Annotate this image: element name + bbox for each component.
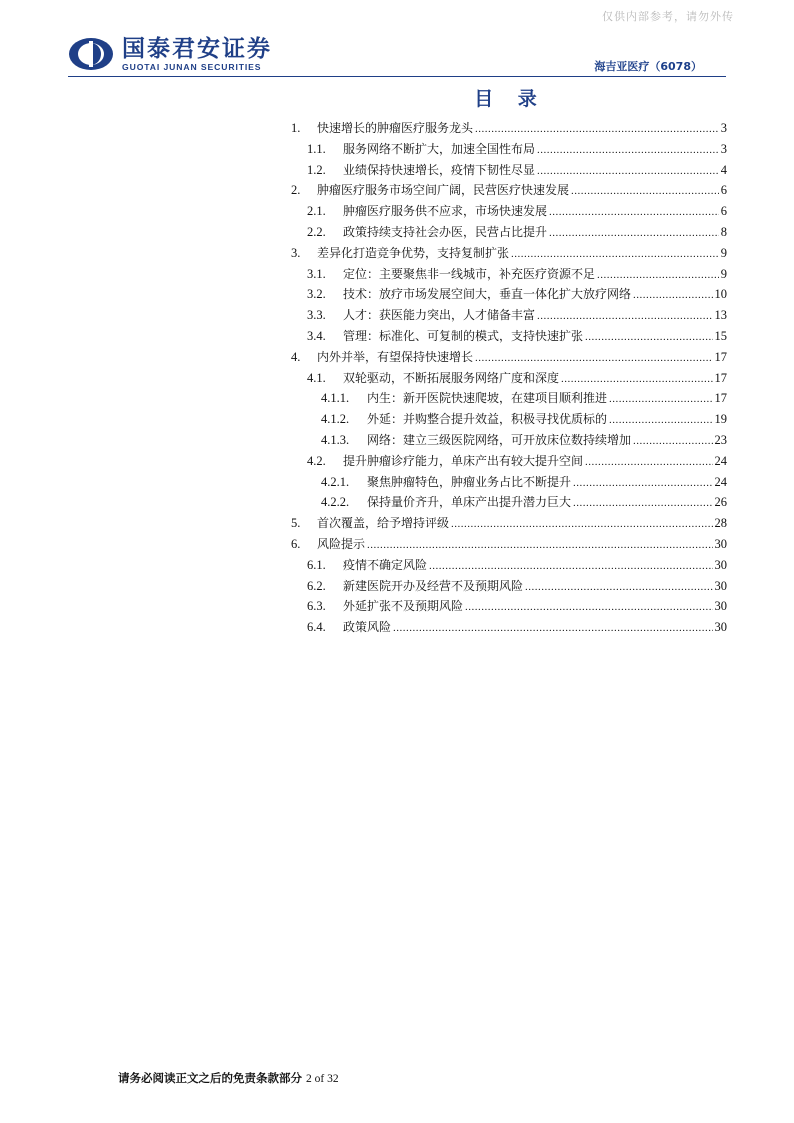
toc-entry-label: 内外并举，有望保持快速增长 [317,349,474,364]
toc-entry-page: 8 [720,224,727,239]
toc-entry[interactable] [291,617,727,638]
toc-entry-number: 6.1. [307,557,326,572]
toc-dot-leader [537,306,712,327]
toc-entry-page: 17 [714,370,727,385]
toc-entry[interactable] [291,555,727,576]
toc-entry-page: 23 [714,432,727,447]
toc-dot-leader [597,265,719,286]
toc-entry-number: 4. [291,349,301,364]
toc-entry-label: 内生：新开医院快速爬坡，在建项目顺利推进 [367,391,608,406]
footer [118,1070,339,1086]
toc-entry[interactable] [291,305,727,326]
toc-dot-leader [465,597,712,618]
toc-entry[interactable] [291,326,727,347]
toc-entry[interactable] [291,409,727,430]
toc-entry-page: 28 [714,516,727,531]
toc-entry-number: 3. [291,245,301,260]
table-of-contents [291,118,727,638]
toc-dot-leader [511,244,719,265]
toc-dot-leader [633,431,712,452]
toc-entry-label: 新建医院开办及经营不及预期风险 [343,578,524,593]
toc-dot-leader [525,577,712,598]
toc-entry-number: 1.2. [307,162,326,177]
header-divider [68,76,726,77]
toc-entry-label: 服务网络不断扩大，加速全国性布局 [343,141,536,156]
toc-entry-label: 网络：建立三级医院网络，可开放床位数持续增加 [367,432,632,447]
logo-english-name: GUOTAI JUNAN SECURITIES [122,62,262,72]
toc-entry-label: 提升肿瘤诊疗能力，单床产出有较大提升空间 [343,453,584,468]
toc-entry[interactable] [291,139,727,160]
toc-entry[interactable] [291,243,727,264]
header-company-ticker: 海吉亚医疗（6078） [594,60,702,73]
toc-dot-leader [393,618,712,639]
footer-disclaimer: 请务必阅读正文之后的免责条款部分 [118,1071,302,1085]
toc-entry-number: 4.2. [307,453,326,468]
toc-entry-label: 疫情不确定风险 [343,557,428,572]
toc-entry-number: 4.1.2. [321,412,350,427]
toc-entry-label: 业绩保持快速增长，疫情下韧性尽显 [343,162,536,177]
toc-entry[interactable] [291,222,727,243]
toc-entry-page: 17 [714,391,727,406]
toc-entry[interactable] [291,347,727,368]
toc-entry-label: 聚焦肿瘤特色，肿瘤业务占比不断提升 [367,474,572,489]
toc-entry-number: 6. [291,536,301,551]
toc-entry-number: 3.3. [307,308,326,323]
toc-dot-leader [367,535,712,556]
toc-entry-page: 6 [720,183,727,198]
toc-dot-leader [633,285,712,306]
toc-entry-page: 30 [714,620,727,635]
toc-entry-page: 26 [714,495,727,510]
toc-entry-number: 6.3. [307,599,326,614]
toc-entry-number: 3.1. [307,266,326,281]
toc-entry-page: 15 [714,328,727,343]
toc-dot-leader [475,119,719,140]
toc-entry-label: 外延扩张不及预期风险 [343,599,464,614]
toc-entry[interactable] [291,576,727,597]
toc-dot-leader [609,389,712,410]
toc-entry-page: 9 [720,266,727,281]
toc-dot-leader [537,161,719,182]
toc-entry-label: 首次覆盖，给予增持评级 [317,516,450,531]
toc-entry-page: 3 [720,141,727,156]
toc-entry-page: 30 [714,599,727,614]
watermark: 仅供内部参考，请勿外传 [602,10,734,23]
toc-entry-label: 保持量价齐升，单床产出提升潜力巨大 [367,495,572,510]
toc-entry-number: 4.1. [307,370,326,385]
toc-entry-number: 2. [291,183,301,198]
toc-entry-label: 双轮驱动，不断拓展服务网络广度和深度 [343,370,560,385]
toc-dot-leader [609,410,712,431]
toc-entry-page: 30 [714,536,727,551]
toc-entry-label: 管理：标准化、可复制的模式，支持快速扩张 [343,328,584,343]
toc-dot-leader [573,493,712,514]
toc-entry-label: 风险提示 [317,536,366,551]
toc-dot-leader [571,181,719,202]
toc-entry-number: 4.2.1. [321,474,350,489]
toc-dot-leader [475,348,712,369]
toc-entry-page: 30 [714,578,727,593]
toc-entry-label: 人才：获医能力突出，人才储备丰富 [343,308,536,323]
logo-chinese-name: 国泰君安证券 [122,36,272,62]
toc-entry-page: 19 [714,412,727,427]
company-logo [68,36,272,72]
toc-entry[interactable] [291,596,727,617]
toc-entry-page: 10 [714,287,727,302]
toc-dot-leader [585,452,712,473]
toc-entry-number: 6.4. [307,620,326,635]
toc-entry-number: 6.2. [307,578,326,593]
toc-entry[interactable] [291,201,727,222]
toc-entry[interactable] [291,118,727,139]
toc-entry[interactable] [291,430,727,451]
toc-entry-page: 24 [714,474,727,489]
toc-entry-number: 2.1. [307,204,326,219]
toc-entry[interactable] [291,472,727,493]
toc-dot-leader [549,202,719,223]
toc-entry[interactable] [291,513,727,534]
toc-entry-label: 政策持续支持社会办医，民营占比提升 [343,224,548,239]
toc-entry[interactable] [291,388,727,409]
toc-entry[interactable] [291,284,727,305]
guotai-junan-logo-icon [68,37,114,71]
toc-entry[interactable] [291,160,727,181]
footer-page-number: 2 of 32 [306,1073,339,1085]
toc-entry[interactable] [291,451,727,472]
toc-entry[interactable] [291,492,727,513]
toc-entry-page: 17 [714,349,727,364]
toc-dot-leader [429,556,712,577]
toc-dot-leader [537,140,719,161]
toc-dot-leader [451,514,712,535]
toc-entry[interactable] [291,368,727,389]
toc-entry-number: 4.1.1. [321,391,350,406]
toc-entry-label: 外延：并购整合提升效益，积极寻找优质标的 [367,412,608,427]
toc-entry-page: 24 [714,453,727,468]
toc-entry-number: 1. [291,121,301,135]
toc-entry-label: 快速增长的肿瘤医疗服务龙头 [317,121,474,135]
toc-entry-page: 13 [714,308,727,323]
toc-entry-label: 技术：放疗市场发展空间大，垂直一体化扩大放疗网络 [343,287,632,302]
toc-entry-number: 5. [291,516,301,531]
toc-entry-number: 3.4. [307,328,326,343]
toc-entry-number: 4.1.3. [321,432,350,447]
toc-dot-leader [585,327,712,348]
toc-entry-label: 肿瘤医疗服务供不应求，市场快速发展 [343,204,548,219]
toc-entry-label: 政策风险 [343,620,392,635]
toc-entry-page: 3 [720,121,727,135]
toc-entry-number: 4.2.2. [321,495,350,510]
toc-entry-number: 2.2. [307,224,326,239]
toc-entry-label: 肿瘤医疗服务市场空间广阔，民营医疗快速发展 [317,183,570,198]
toc-entry[interactable] [291,180,727,201]
toc-dot-leader [549,223,719,244]
toc-entry[interactable] [291,264,727,285]
toc-entry[interactable] [291,534,727,555]
toc-entry-label: 定位：主要聚焦非一线城市，补充医疗资源不足 [343,266,596,281]
toc-title: 目 录 [474,88,546,110]
toc-dot-leader [573,473,712,494]
toc-entry-page: 6 [720,204,727,219]
toc-entry-page: 9 [720,245,727,260]
toc-entry-label: 差异化打造竞争优势，支持复制扩张 [317,245,510,260]
toc-dot-leader [561,369,712,390]
toc-entry-page: 4 [720,162,727,177]
toc-entry-number: 1.1. [307,141,326,156]
toc-entry-page: 30 [714,557,727,572]
toc-entry-number: 3.2. [307,287,326,302]
